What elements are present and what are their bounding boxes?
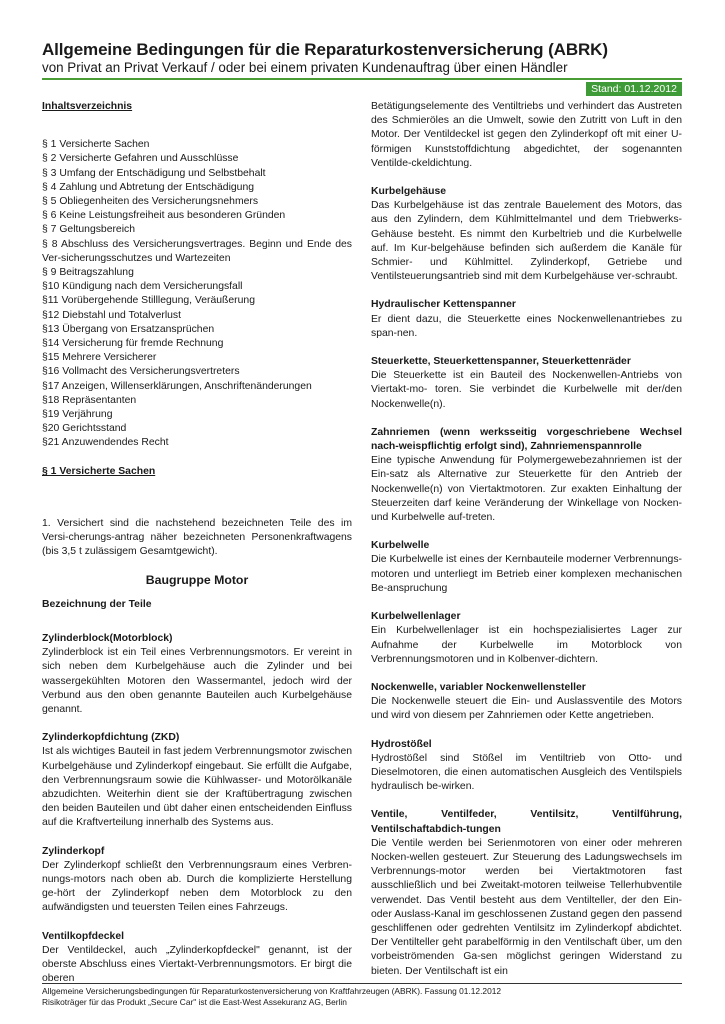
- right-intro-text: Betätigungselemente des Ventiltriebs und verhindert das Austreten des Schmieröles an die Umwelt, sowie den Zutritt von Luft in den Motor. Der Ventildeckel ist gegen den Zylinderkopf oft mit einer U-förmigen Kunststoffdichtung abgedichtet, der sogenannten Ventilde-ckeldichtung.: [371, 101, 682, 169]
- entry-title: Zahnriemen (wenn werksseitig vorgeschriebene Wechsel nach-weispflichtig erfolgt sind), Zahnriemenspannrolle: [371, 426, 682, 453]
- document-title: Allgemeine Bedingungen für die Reparaturkostenversicherung (ABRK): [42, 40, 608, 59]
- toc-item: §13 Übergang von Ersatzansprüchen: [42, 323, 215, 335]
- toc-item: §21 Anzuwendendes Recht: [42, 437, 169, 449]
- entry-title: Ventilkopfdeckel: [42, 930, 124, 942]
- header-rule: [42, 78, 682, 80]
- toc-item: § 5 Obliegenheiten des Versicherungsnehmers: [42, 196, 259, 208]
- toc-item: §15 Mehrere Versicherer: [42, 352, 157, 364]
- toc-item: §14 Versicherung für fremde Rechnung: [42, 338, 224, 350]
- left-entry: [42, 632, 352, 717]
- footer-line-1: Allgemeine Versicherungsbedingungen für Reparaturkostenversicherung von Kraftfahrzeugen (ABRK). Fassung 01.12.2012: [42, 986, 502, 996]
- toc-heading: Inhaltsverzeichnis: [42, 101, 133, 112]
- toc-item: §20 Gerichtsstand: [42, 423, 127, 435]
- stand-date-badge: Stand: 01.12.2012: [586, 82, 682, 96]
- toc-item: §12 Diebstahl und Totalverlust: [42, 309, 182, 321]
- entry-text: Die Ventile werden bei Serienmotoren von einer oder mehreren Nocken-wellen gesteuert. Zur Steuerung des Ladungswechsels im Verbrennungs-motor werden bei Viertaktmotoren fast ausschließlich und bei Zweitakt-motoren teilweise Tellerhubventile verwendet. Das Ventil besteht aus dem Ventilteller, der den Ein- oder Auslass-Kanal im geschlossenen Zustand gegen den passend geschliffenen oder gedrehten Ventilsitz im Zylinderkopf abdichtet. Der Ventilteller geht parabelförmig in den Ventilschaft über, um den vorbeiströmenden Ga-sen möglichst geringen Widerstand zu bieten. Der Ventilschaft ist ein: [371, 837, 682, 977]
- entry-title: Ventile, Ventilfeder, Ventilsitz, Ventilführung, Ventilschaftabdich-tungen: [371, 809, 682, 835]
- entry-title: Zylinderkopfdichtung (ZKD): [42, 732, 180, 744]
- footer-line-2: Risikoträger für das Produkt „Secure Car" ist die East-West Assekuranz AG, Berlin: [42, 997, 347, 1007]
- entry-text: Er dient dazu, die Steuerkette eines Nockenwellenantriebes zu span-nen.: [371, 313, 682, 339]
- section-1-paragraph: 1. Versichert sind die nachstehend bezeichneten Teile des im Versi-cherungs-antrag näher bezeichneten Personenkraftwagens (bis 3,5 t zulässigem Gesamtgewicht).: [42, 517, 352, 558]
- entry-text: Hydrostößel sind Stößel im Ventiltrieb von Otto- und Dieselmotoren, die einen automatischen Ausgleich des Ventilspiels hydraulisch be-wirken.: [371, 752, 682, 793]
- entry-text: Das Kurbelgehäuse ist das zentrale Bauelement des Motors, das aus den Zylindern, dem Kühlmittelmantel und dem Triebwerks-Gehäuse besteht. Es nimmt den Kurbeltrieb und die Kurbelwelle auf. Im Kur-belgehäuse befinden sich außerdem die Kanäle für Schmier- und Kühlmittel. Zylinderkopf, Getriebe und Ventilsteuerungsantrieb sind mit dem Kurbelgehäuse ver-schraubt.: [371, 200, 682, 283]
- left-entry: [42, 930, 352, 987]
- page-footer: [42, 983, 682, 1008]
- left-entry: [42, 731, 352, 830]
- entry-title: Hydraulischer Kettenspanner: [371, 299, 516, 311]
- right-entry: [371, 681, 682, 724]
- entry-title: Kurbelgehäuse: [371, 186, 447, 198]
- entry-title: Nockenwelle, variabler Nockenwellensteller: [371, 681, 586, 693]
- entry-text: Zylinderblock ist ein Teil eines Verbrennungsmotors. Er vereint in sich neben dem Kurbelgehäuse auch die Zylinder und bei wassergekühlten Motoren den Wassermantel, jedoch wird der Verbund aus den oben genannte Bauteilen auch Kurbelgehäuse genannt.: [42, 647, 352, 715]
- toc-item: § 4 Zahlung und Abtretung der Entschädigung: [42, 181, 255, 193]
- left-column: [42, 100, 352, 986]
- toc-item: §17 Anzeigen, Willenserklärungen, Anschriftenänderungen: [42, 380, 312, 392]
- toc-item: § 9 Beitragszahlung: [42, 267, 134, 279]
- document-subtitle: von Privat an Privat Verkauf / oder bei einem privaten Kundenauftrag über einen Händler: [42, 60, 568, 75]
- right-entry: [371, 185, 682, 284]
- section-1-heading: § 1 Versicherte Sachen: [42, 465, 156, 477]
- entry-title: Zylinderkopf: [42, 845, 105, 857]
- entry-title: Zylinderblock(Motorblock): [42, 632, 173, 644]
- toc-list: [42, 138, 352, 450]
- toc-item: § 7 Geltungsbereich: [42, 224, 135, 236]
- entry-text: Ein Kurbelwellenlager ist ein hochspezialisiertes Lager zur Aufnahme der Kurbelwelle im Motorblock von Verbrennungsmotoren und in Kolbenver-dichtern.: [371, 625, 682, 665]
- parts-subheading: Bezeichnung der Teile: [42, 598, 152, 610]
- entry-title: Kurbelwellenlager: [371, 611, 461, 623]
- right-entry: [371, 539, 682, 596]
- entry-text: Die Kurbelwelle ist eines der Kernbauteile moderner Verbrennungs-motoren und unterliegt im Betrieb einer komplexen mechanischen Be-anspruchung: [371, 554, 682, 594]
- toc-item: § 2 Versicherte Gefahren und Ausschlüsse: [42, 153, 239, 165]
- table-of-contents: [42, 100, 352, 451]
- right-column: [371, 100, 682, 979]
- right-entry: [371, 808, 682, 978]
- toc-item: § 1 Versicherte Sachen: [42, 139, 150, 151]
- toc-item: § 6 Keine Leistungsfreiheit aus besonderen Gründen: [42, 210, 286, 222]
- document-header: [42, 40, 682, 76]
- entry-text: Der Ventildeckel, auch „Zylinderkopfdeckel" genannt, ist der oberste Abschluss eines Viertakt-Verbrennungsmotors. Er birgt die oberen: [42, 944, 352, 985]
- right-entry: [371, 355, 682, 412]
- entry-title: Steuerkette, Steuerkettenspanner, Steuerkettenräder: [371, 356, 631, 368]
- right-entry: [371, 738, 682, 795]
- entry-text: Eine typische Anwendung für Polymergewebezahnriemen ist der Ein-satz als Alternative zur Steuerkette für den Antrieb der Nockenwelle(n) von Viertaktmotoren. Zur exakten Einhaltung der Steuerzeiten darf keine Veränderung der Winkellage von Nocken- und Kurbelwelle auf-treten.: [371, 455, 682, 524]
- right-entry: [371, 610, 682, 667]
- toc-item: §16 Vollmacht des Versicherungsvertreters: [42, 366, 240, 378]
- right-entry: [371, 426, 682, 525]
- baugruppe-title: Baugruppe Motor: [145, 573, 249, 588]
- left-entry: [42, 845, 352, 916]
- toc-item: § 3 Umfang der Entschädigung und Selbstbehalt: [42, 167, 266, 179]
- toc-item: § 8 Abschluss des Versicherungsvertrages. Beginn und Ende des Ver-sicherungsschutzes und Wartezeiten: [42, 238, 352, 264]
- entry-text: Ist als wichtiges Bauteil in fast jedem Verbrennungsmotor zwischen Kurbelgehäuse und Zylinderkopf eingebaut. Sie erfüllt die Aufgabe, den Verbrennungsraum sowie die Kühlwasser- und Motorölkanäle abzudichten. Weiterhin dient sie der Kraftübertragung zwischen den beiden Bauteilen und übt daher einen entscheidenden Einfluss auf die Kraftverteilung innerhalb des Systems aus.: [42, 746, 352, 829]
- right-entry: [371, 298, 682, 341]
- toc-item: §10 Kündigung nach dem Versicherungsfall: [42, 281, 243, 293]
- toc-item: §18 Repräsentanten: [42, 394, 137, 406]
- entry-text: Die Nockenwelle steuert die Ein- und Auslassventile des Motors und wird von diesem per Zahnriemen oder Kette angetrieben.: [371, 696, 682, 722]
- toc-item: §19 Verjährung: [42, 409, 113, 421]
- entry-title: Hydrostößel: [371, 738, 432, 750]
- toc-item: §11 Vorübergehende Stilllegung, Veräußerung: [42, 295, 255, 307]
- entry-title: Kurbelwelle: [371, 540, 430, 552]
- entry-text: Die Steuerkette ist ein Bauteil des Nockenwellen-Antriebs von Viertakt-mo- toren. Sie verbindet die Kurbelwelle mit der/den Nockenwelle(n).: [371, 370, 682, 410]
- entry-text: Der Zylinderkopf schließt den Verbrennungsraum eines Verbren-nungs-motors nach oben ab. Durch die komplizierte Herstellung ge-hört der Zylinderkopf neben dem Motorblock zu den aufwändigsten und teuersten Teilen eines Fahrzeugs.: [42, 859, 352, 914]
